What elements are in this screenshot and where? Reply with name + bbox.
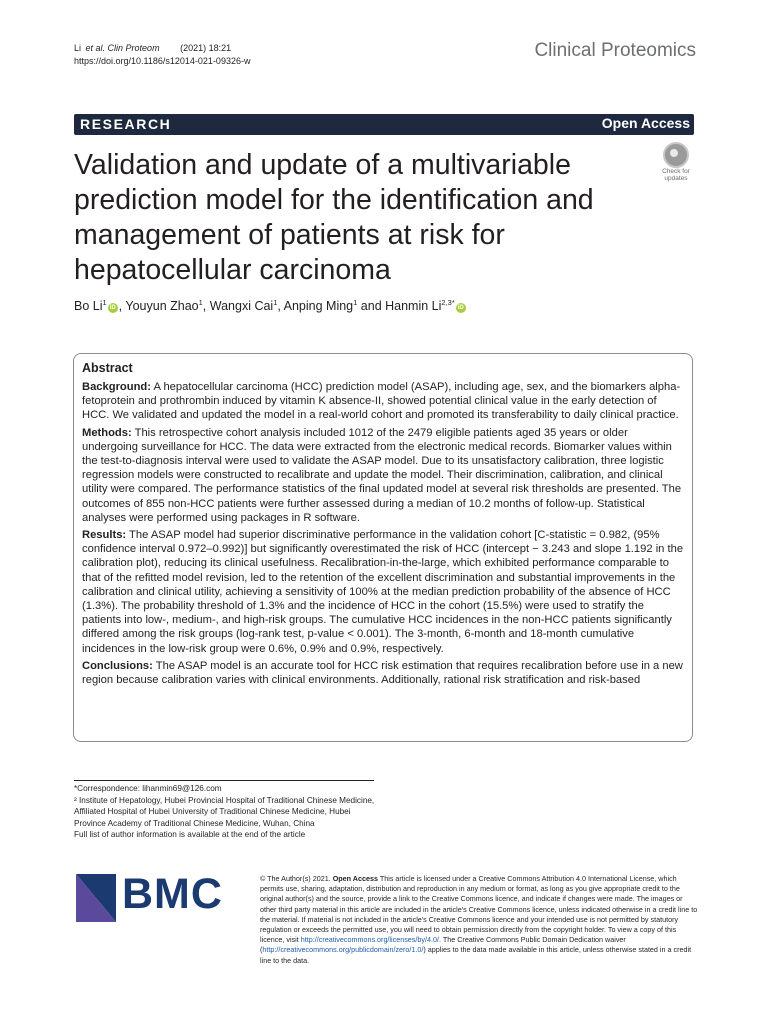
cite-authors: Li [74,43,82,53]
abstract-results-label: Results: [82,529,127,542]
cite-journal-abbrev: et al. Clin Proteom [85,43,160,53]
abstract-background-text: A hepatocellular carcinoma (HCC) prediction model (ASAP), including age, sex, and the biomarkers alpha-fetoprotein and prothrombin induced by vitamin K absence-II, showed potential clinical value in the early detection of HCC. We validated and updated the model in a real-world cohort and promoted its transferability to daily clinical practice. [82,381,681,422]
footnotes [74,780,384,841]
author-separator: , [118,299,126,314]
author-separator: , [202,299,210,314]
license-copyright: © The Author(s) 2021. [260,874,333,883]
author-separator: , [277,299,284,314]
bmc-logo-icon [76,874,116,922]
author-affiliation: 1 [198,298,203,307]
abstract-methods-label: Methods: [82,426,132,439]
abstract-box [73,353,693,742]
check-for-updates-badge[interactable] [656,142,696,180]
abstract-results-text: The ASAP model had superior discriminative performance in the validation cohort [C-statistic = 0.982, (95% confidence interval 0.972–0.992)] but significantly overestimated the risk of HCC (intercept − 3.243 and slope 1.192 in the calibration plot), reducing its clinical usefulness. Recalibration-in-the-large, which exhibited performance comparable to that of the refitted model revision, led to the retention of the excellent discrimination and substantial improvements in the calibration and clinical utility, achieving a sensitivity of 100% at the median prediction probability of the absence of HCC (1.3%). The probability threshold of 1.3% and the incidence of HCC in the cohort (15.5%) were used to stratify the patients into low-, medium-, and high-risk groups. The cumulative HCC incidences in the non-HCC patients significantly differed among the risk groups (log-rank test, p-value < 0.001). The 3-month, 6-month and 18-month cumulative incidences in the low-risk group were 0.6%, 0.9% and 0.9%, respectively. [82,529,684,655]
author-name[interactable]: Hanmin Li [385,299,442,314]
author-affiliation: 1 [102,298,107,307]
author-list [74,298,467,313]
doi-link[interactable]: https://doi.org/10.1186/s12014-021-09326-w [74,56,251,66]
author-info-note: Full list of author information is available at the end of the article [74,830,306,839]
check-for-updates-label-1: Check for [662,168,690,175]
footnote-rule [74,780,374,781]
abstract-conclusions-label: Conclusions: [82,659,153,672]
author-affiliation: 1 [353,298,358,307]
section-label: RESEARCH [80,116,172,132]
license-link-cc-by[interactable]: http://creativecommons.org/licenses/by/4.0/ [300,935,439,945]
orcid-icon[interactable]: iD [457,305,464,312]
author-name[interactable]: Anping Ming [283,299,354,314]
affiliation-note: ² Institute of Hepatology, Hubei Provincial Hospital of Traditional Chinese Medicine, Affiliated Hospital of Hubei University of Traditional Chinese Medicine, Hubei Province Academy of Traditional Chinese Medicine, Wuhan, China [74,795,375,828]
license-link-cc0[interactable]: http://creativecommons.org/publicdomain/zero/1.0/ [262,945,424,955]
abstract-background-label: Background: [82,381,151,393]
license-body-1: This article is licensed under a Creative Commons Attribution 4.0 International License, which permits use, sharing, adaptation, distribution and reproduction in any medium or format, as long as you give appropriate credit to the original author(s) and the source, provide a link to the Creative Commons licence, and indicate if changes were made. The images or other third party material in this article are included in the article's Creative Commons licence, unless indicated otherwise in a credit line to the material. If material is not included in the article's Creative Commons licence and your intended use is not permitted by statutory regulation or exceeds the permitted use, you will need to obtain permission directly from the copyright holder. To view a copy of this licence, visit [260,874,698,945]
author-separator: and [357,299,386,314]
license-text [260,874,698,966]
author-affiliation: 1 [273,298,278,307]
open-access-label: Open Access [601,115,690,131]
bmc-logo-text: BMC [122,870,223,918]
article-title: Validation and update of a multivariable prediction model for the identification and management of patients at risk for hepatocellular carcinoma [74,149,594,286]
abstract-results [82,528,684,656]
orcid-icon[interactable]: iD [109,305,116,312]
check-for-updates-icon [663,142,689,168]
license-body-3: ) applies to the data made available in this article, unless otherwise stated in a credit line to the data. [260,945,692,965]
abstract-conclusions [82,659,684,687]
abstract-conclusions-text: The ASAP model is an accurate tool for HCC risk estimation that requires recalibration before use in a new region because calibration varies with clinical environments. Additionally, rational risk stratification and risk-based [82,659,683,687]
article-type-banner [74,114,694,135]
bmc-logo [76,870,223,922]
author-name[interactable]: Bo Li [74,299,103,314]
abstract-methods [82,426,684,525]
journal-name: Clinical Proteomics [534,40,696,61]
correspondence: *Correspondence: lihanmin69@126.com [74,784,222,793]
cite-year: (2021) 18:21 [180,43,232,53]
abstract-heading: Abstract [82,361,133,375]
author-affiliation: 2,3* [441,298,455,307]
abstract-background [82,380,684,423]
citation-header [74,42,250,68]
license-open-access: Open Access [332,874,378,883]
abstract-methods-text: This retrospective cohort analysis included 1012 of the 2479 eligible patients aged 35 years or older undergoing surveillance for HCC. The data were extracted from the electronic medical records. Biomarker values within the test-to-diagnosis interval were used to validate the ASAP model. Due to its unsatisfactory calibration, three logistic regression models were constructed to recalibrate and update the model. Their discrimination, calibration, and clinical utility were compared. The performance statistics of the final updated model at several risk thresholds are presented. The outcomes of 855 non-HCC patients were further assessed during a median of 10.2 months of follow-up. Statistical analyses were performed using packages in R software. [82,426,682,524]
check-for-updates-label-2: updates [664,175,688,182]
license-body-2: . The Creative Commons Public Domain Dedication waiver ( [260,935,626,955]
author-name[interactable]: Youyun Zhao [125,299,199,314]
author-name[interactable]: Wangxi Cai [209,299,274,314]
